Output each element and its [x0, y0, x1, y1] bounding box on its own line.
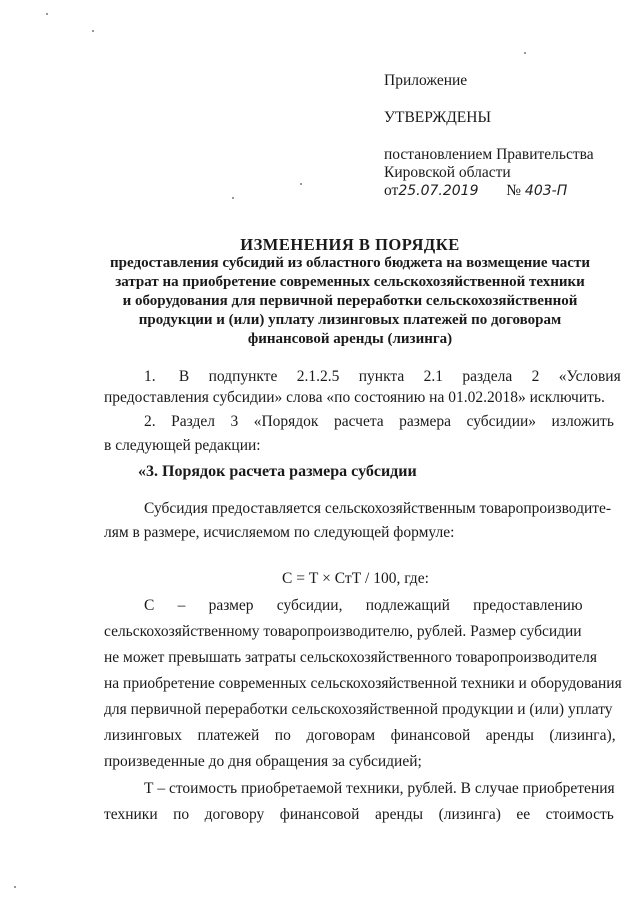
- section-heading: «3. Порядок расчета размера субсидии: [138, 463, 417, 480]
- decree-line-2: Кировской области: [384, 164, 511, 181]
- approved-label: УТВЕРЖДЕНЫ: [384, 109, 491, 126]
- document-title: ИЗМЕНЕНИЯ В ПОРЯДКЕ: [240, 235, 460, 254]
- def-t-line: Т – стоимость приобретаемой техники, рублей. В случае приобретения: [144, 780, 615, 797]
- formula: С = Т × СтТ / 100, где:: [282, 570, 429, 587]
- def-c-line: на приобретение современных сельскохозяйственной техники и оборудования: [104, 675, 622, 692]
- def-c-line: лизинговых платежей по договорам финансовой аренды (лизинга),: [104, 727, 616, 744]
- date-value: 25.07.2019: [398, 183, 479, 199]
- title-line: затрат на приобретение современных сельскохозяйственной техники: [115, 274, 585, 290]
- def-c-line: для первичной переработки сельскохозяйственной продукции и (или) уплату: [104, 701, 613, 718]
- title-line: финансовой аренды (лизинга): [247, 331, 453, 347]
- item-1-line-1: 1. В подпункте 2.1.2.5 пункта 2.1 раздела 2 «Условия: [144, 368, 621, 385]
- intro-line-1: Субсидия предоставляется сельскохозяйственным товаропроизводите-: [144, 500, 612, 517]
- scan-speck: [92, 30, 94, 32]
- def-t-line: техники по договору финансовой аренды (лизинга) ее стоимость: [104, 806, 614, 823]
- number-value: 403-П: [524, 183, 568, 199]
- title-line: предоставления субсидий из областного бюджета на возмещение части: [110, 255, 590, 271]
- def-c-line: произведенные до дня обращения за субсидией;: [104, 753, 422, 770]
- intro-line-2: лям в размере, исчисляемом по следующей формуле:: [104, 524, 455, 541]
- title-line: продукции и (или) уплату лизинговых платежей по договорам: [138, 312, 562, 328]
- item-2-line-1: 2. Раздел 3 «Порядок расчета размера субсидии» изложить: [144, 413, 614, 430]
- def-c-line: сельскохозяйственному товаропроизводителю, рублей. Размер субсидии: [104, 623, 582, 640]
- scan-speck: [232, 197, 234, 199]
- number-prefix: №: [506, 182, 522, 199]
- scan-speck: [300, 183, 302, 185]
- item-2-line-2: в следующей редакции:: [104, 437, 261, 454]
- decree-date-line: [384, 181, 567, 201]
- item-1-line-2: предоставления субсидии» слова «по состоянию на 01.02.2018» исключить.: [104, 389, 605, 406]
- date-prefix: от: [384, 182, 399, 199]
- decree-line-1: постановлением Правительства: [384, 146, 594, 163]
- scan-speck: [524, 52, 526, 54]
- def-c-line: не может превышать затраты сельскохозяйственного товаропроизводителя: [104, 649, 598, 666]
- appendix-label: Приложение: [384, 72, 468, 89]
- scan-speck: [14, 886, 16, 888]
- def-c-line: С – размер субсидии, подлежащий предоставлению: [144, 597, 583, 614]
- title-line: и оборудования для первичной переработки сельскохозяйственной: [122, 293, 578, 309]
- scan-speck: [46, 13, 48, 15]
